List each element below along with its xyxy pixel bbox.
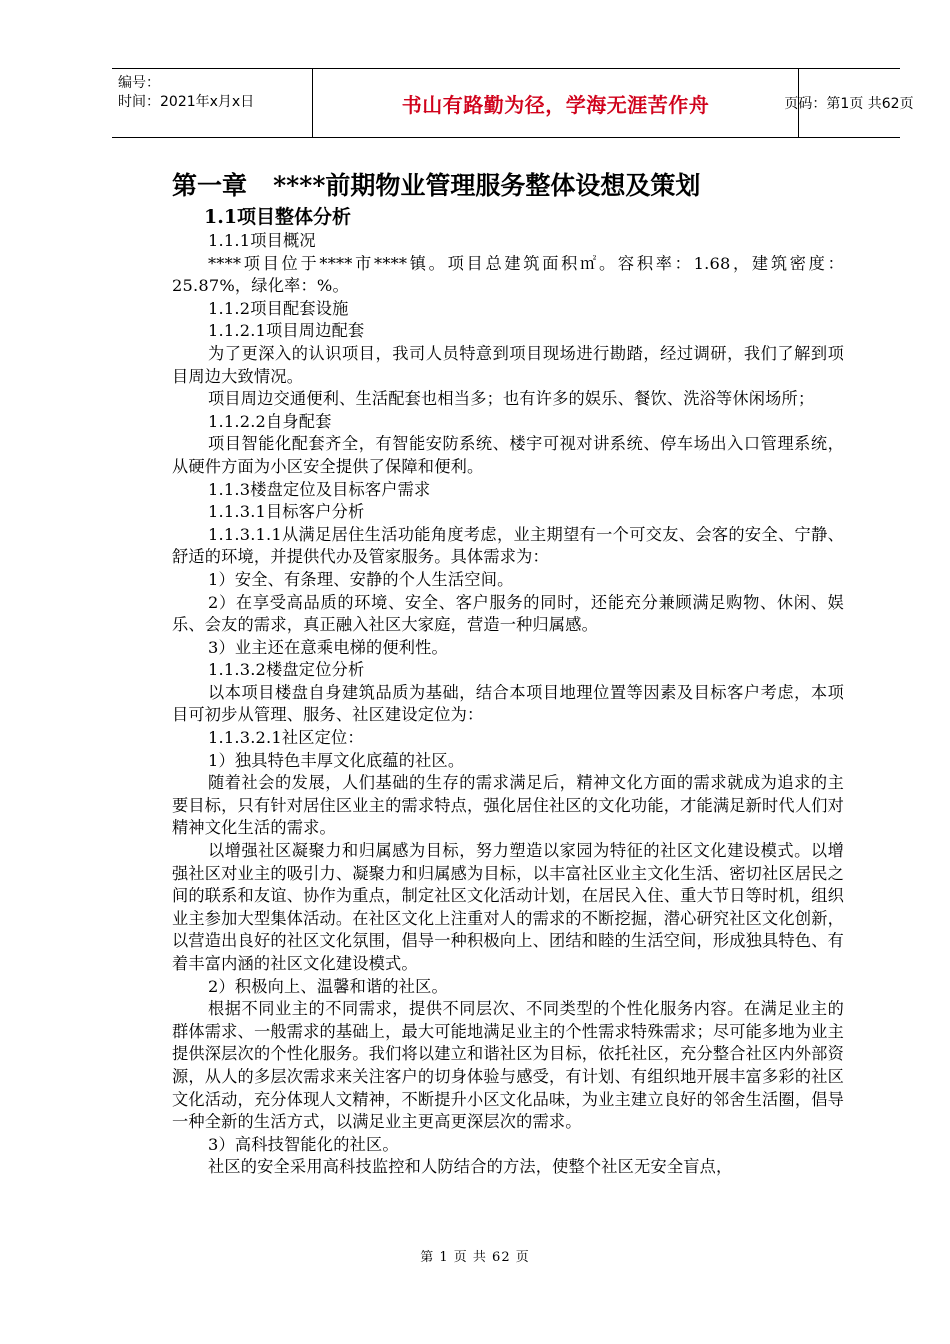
paragraph: 社区的安全采用高科技监控和人防结合的方法，使整个社区无安全盲点， xyxy=(208,1157,733,1177)
heading-1-1-3-2: 1.1.3.2楼盘定位分析 xyxy=(208,660,365,680)
page-footer: 第 1 页 共 62 页 xyxy=(420,1250,530,1265)
heading-1-1-2-1: 1.1.2.1项目周边配套 xyxy=(208,321,365,341)
paragraph: 随着社会的发展，人们基础的生存的需求满足后，精神文化方面的需求就成为追求的主要目标，只有针对居住区业主的需求特点，强化居住社区的文化功能，才能满足新时代人们对精神文化生活的需求。 xyxy=(172,773,844,838)
paragraph: 为了更深入的认识项目，我司人员特意到项目现场进行勘踏，经过调研，我们了解到项目周边大致情况。 xyxy=(172,343,844,386)
header-motto: 书山有路勤为径，学海无涯苦作舟 xyxy=(401,92,710,117)
heading-1-1-3-2-1: 1.1.3.2.1社区定位： xyxy=(208,728,364,748)
heading-1-1-3-1: 1.1.3.1目标客户分析 xyxy=(208,502,365,522)
heading-1-1-2: 1.1.2项目配套设施 xyxy=(208,298,349,318)
paragraph: 项目周边交通便利、生活配套也相当多；也有许多的娱乐、餐饮、洗浴等休闲场所； xyxy=(208,389,815,409)
page-header xyxy=(112,68,914,138)
header-motto-cell xyxy=(312,69,799,137)
section-title: 1.1项目整体分析 xyxy=(204,206,352,228)
paragraph: ****项目位于****市****镇。项目总建筑面积㎡。容积率：1.68，建筑密度：25.87%，绿化率：%。 xyxy=(172,253,844,296)
header-meta xyxy=(112,69,312,137)
list-item: 2）在享受高品质的环境、安全、客户服务的同时，还能充分兼顾满足购物、休闲、娱乐、会友的需求，真正融入社区大家庭，营造一种归属感。 xyxy=(172,592,844,635)
list-item: 1）独具特色丰厚文化底蕴的社区。 xyxy=(208,750,465,770)
paragraph: 以本项目楼盘自身建筑品质为基础，结合本项目地理位置等因素及目标客户考虑，本项目可初步从管理、服务、社区建设定位为： xyxy=(172,682,844,725)
list-item: 3）业主还在意乘电梯的便利性。 xyxy=(208,637,448,657)
list-item: 2）积极向上、温馨和谐的社区。 xyxy=(208,976,448,996)
paragraph: 根据不同业主的不同需求，提供不同层次、不同类型的个性化服务内容。在满足业主的群体需求、一般需求的基础上，最大可能地满足业主的个性需求特殊需求；尽可能多地为业主提供深层次的个性化服务。我们将以建立和谐社区为目标，依托社区，充分整合社区内外部资源，从人的多层次需求来关注客户的切身体验与感受，有计划、有组织地开展丰富多彩的社区文化活动，充分体现人文精神，不断提升小区文化品味，为业主建立良好的邻舍生活圈，倡导一种全新的生活方式，以满足业主更高更深层次的需求。 xyxy=(172,999,844,1132)
paragraph: 1.1.3.1.1从满足居住生活功能角度考虑，业主期望有一个可交友、会客的安全、宁静、舒适的环境，并提供代办及管家服务。具体需求为： xyxy=(172,524,844,567)
heading-1-1-3: 1.1.3楼盘定位及目标客户需求 xyxy=(208,479,431,499)
heading-1-1-2-2: 1.1.2.2自身配套 xyxy=(208,411,332,431)
header-page-info: 页码：第1页 共62页 xyxy=(784,96,914,112)
chapter-title: 第一章 ****前期物业管理服务整体设想及策划 xyxy=(172,171,701,200)
doc-time-label: 时间：2021年x月x日 xyxy=(118,94,255,110)
paragraph: 项目智能化配套齐全，有智能安防系统、楼宇可视对讲系统、停车场出入口管理系统，从硬件方面为小区安全提供了保障和便利。 xyxy=(172,434,844,476)
document-body xyxy=(172,168,844,1179)
list-item: 3）高科技智能化的社区。 xyxy=(208,1134,399,1154)
list-item: 1）安全、有条理、安静的个人生活空间。 xyxy=(208,569,514,589)
doc-number-label: 编号： xyxy=(118,75,160,91)
heading-1-1-1: 1.1.1项目概况 xyxy=(208,231,316,250)
paragraph: 以增强社区凝聚力和归属感为目标，努力塑造以家园为特征的社区文化建设模式。以增强社区对业主的吸引力、凝聚力和归属感为目标，以丰富社区业主文化生活、密切社区居民之间的联系和友谊、协作为重点，制定社区文化活动计划，在居民入住、重大节日等时机，组织业主参加大型集体活动。在社区文化上注重对人的需求的不断挖掘，潜心研究社区文化创新，以营造出良好的社区文化氛围，倡导一种积极向上、团结和睦的生活空间，形成独具特色、有着丰富内涵的社区文化建设模式。 xyxy=(172,841,844,973)
